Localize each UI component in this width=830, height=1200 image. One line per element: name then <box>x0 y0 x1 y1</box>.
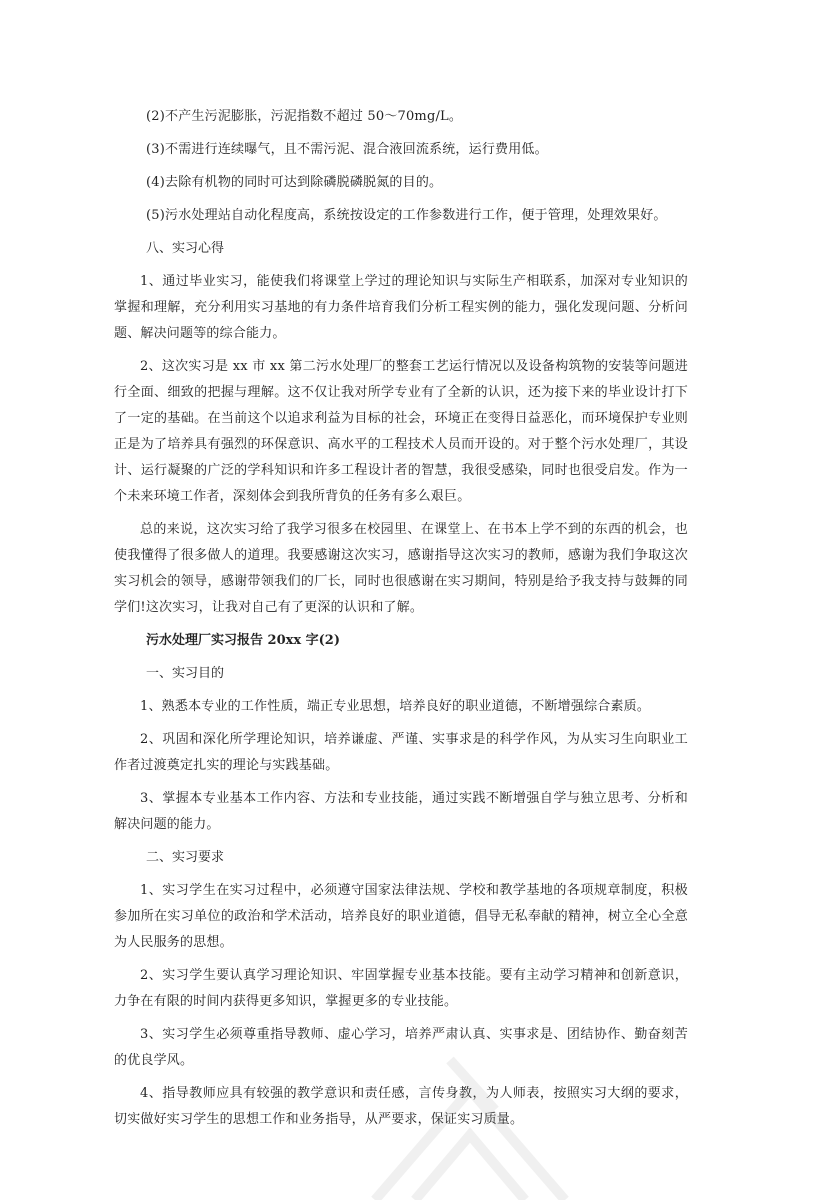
watermark-logo <box>355 1050 585 1200</box>
section-heading-requirements: 二、实习要求 <box>146 850 225 865</box>
report-title: 污水处理厂实习报告 20xx 字(2) <box>146 633 340 648</box>
list-item: (3)不需进行连续曝气，且不需污泥、混合液回流系统，运行费用低。 <box>146 142 548 157</box>
paragraph: 总的来说，这次实习给了我学习很多在校园里、在课堂上、在书本上学不到的东西的机会，也使我懂得了很多做人的道理。我要感谢这次实习，感谢指导这次实习的教师，感谢为我们争取这次实习机会的领导，感谢带领我们的厂长，同时也很感谢在实习期间，特别是给予我支持与鼓舞的同学们!这次实习，让我对自己有了更深的认识和了解。 <box>114 522 688 615</box>
section-heading-experience: 八、实习心得 <box>146 241 225 256</box>
watermark-stroke-outer <box>375 1090 565 1200</box>
list-item: (5)污水处理站自动化程度高，系统按设定的工作参数进行工作，便于管理，处理效果好。 <box>146 208 667 223</box>
document-page <box>114 104 688 1140</box>
paragraph: 1、熟悉本专业的工作性质，端正专业思想，培养良好的职业道德，不断增强综合素质。 <box>140 699 651 714</box>
paragraph: 4、指导教师应具有较强的教学意识和责任感，言传身教，为人师表，按照实习大纲的要求，切实做好实习学生的思想工作和业务指导，从严要求，保证实习质量。 <box>114 1086 688 1127</box>
watermark-stroke-inner <box>415 1135 525 1200</box>
paragraph: 2、实习学生要认真学习理论知识、牢固掌握专业基本技能。要有主动学习精神和创新意识，力争在有限的时间内获得更多知识，掌握更多的专业技能。 <box>114 968 688 1009</box>
list-item: (2)不产生污泥膨胀，污泥指数不超过 50～70mg/L。 <box>146 109 463 124</box>
section-heading-purpose: 一、实习目的 <box>146 666 225 681</box>
paragraph: 2、巩固和深化所学理论知识，培养谦虚、严谨、实事求是的科学作风，为从实习生向职业工作者过渡奠定扎实的理论与实践基础。 <box>114 732 688 773</box>
paragraph: 2、这次实习是 xx 市 xx 第二污水处理厂的整套工艺运行情况以及设备构筑物的安装等问题进行全面、细致的把握与理解。这不仅让我对所学专业有了全新的认识，还为接下来的毕业设计打下了一定的基础。在当前这个以追求利益为目标的社会，环境正在变得日益恶化，而环境保护专业则正是为了培养具有强烈的环保意识、高水平的工程技术人员而开设的。对于整个污水处理厂，其设计、运行凝聚的广泛的学科知识和许多工程设计者的智慧，我很受感染，同时也很受启发。作为一个未来环境工作者，深刻体会到我所背负的任务有多么艰巨。 <box>114 359 688 504</box>
paragraph: 1、实习学生在实习过程中，必须遵守国家法律法规、学校和教学基地的各项规章制度，积极参加所在实习单位的政治和学术活动，培养良好的职业道德，倡导无私奉献的精神，树立全心全意为人民服务的思想。 <box>114 883 688 950</box>
paragraph: 3、掌握本专业基本工作内容、方法和专业技能，通过实践不断增强自学与独立思考、分析和解决问题的能力。 <box>114 791 688 832</box>
paragraph: 1、通过毕业实习，能使我们将课堂上学过的理论知识与实际生产相联系，加深对专业知识的掌握和理解，充分利用实习基地的有力条件培育我们分析工程实例的能力，强化发现问题、分析问题、解决问题等的综合能力。 <box>114 274 688 341</box>
list-item: (4)去除有机物的同时可达到除磷脱磷脱氮的目的。 <box>146 175 443 190</box>
paragraph: 3、实习学生必须尊重指导教师、虚心学习，培养严肃认真、实事求是、团结协作、勤奋刻苦的优良学风。 <box>114 1027 688 1068</box>
